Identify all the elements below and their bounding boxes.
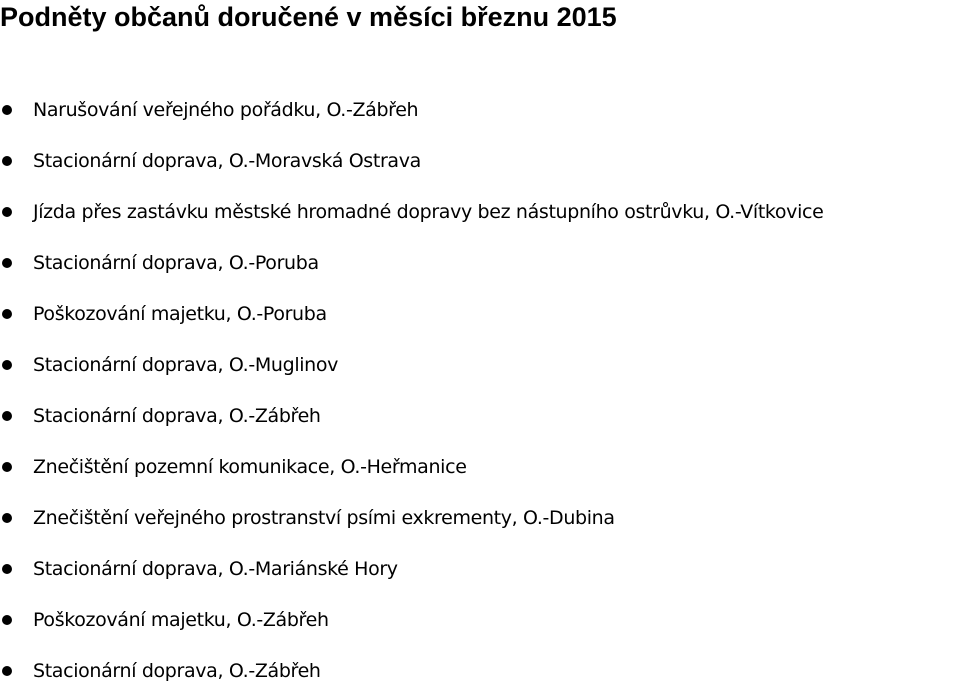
list-item-text: Stacionární doprava, O.-Mariánské Hory: [33, 558, 398, 580]
list-item-text: Stacionární doprava, O.-Moravská Ostrava: [33, 150, 421, 172]
list-item-text: Stacionární doprava, O.-Muglinov: [33, 354, 339, 376]
list-item-text: Poškozování majetku, O.-Poruba: [33, 303, 327, 325]
bullet-icon: [2, 156, 12, 166]
list-item-text: Jízda přes zastávku městské hromadné dopravy bez nástupního ostrůvku, O.-Vítkovice: [33, 201, 824, 223]
list-item-text: Stacionární doprava, O.-Zábřeh: [33, 405, 321, 427]
list-item-text: Znečištění pozemní komunikace, O.-Heřmanice: [33, 456, 467, 478]
bullet-icon: [2, 105, 12, 115]
bullet-icon: [2, 309, 12, 319]
list-item-text: Narušování veřejného pořádku, O.-Zábřeh: [33, 99, 419, 121]
bullet-icon: [2, 207, 12, 217]
list-item-text: Znečištění veřejného prostranství psími exkrementy, O.-Dubina: [33, 507, 615, 529]
bullet-icon: [2, 615, 12, 625]
list-item-text: Stacionární doprava, O.-Zábřeh: [33, 660, 321, 682]
page-title: Podněty občanů doručené v měsíci březnu 2015: [0, 2, 617, 32]
bullet-icon: [2, 258, 12, 268]
bullet-icon: [2, 513, 12, 523]
bullet-icon: [2, 666, 12, 676]
bullet-icon: [2, 564, 12, 574]
list-item-text: Stacionární doprava, O.-Poruba: [33, 252, 319, 274]
list-item-text: Poškozování majetku, O.-Zábřeh: [33, 609, 329, 631]
bullet-icon: [2, 411, 12, 421]
bullet-icon: [2, 462, 12, 472]
bullet-icon: [2, 360, 12, 370]
